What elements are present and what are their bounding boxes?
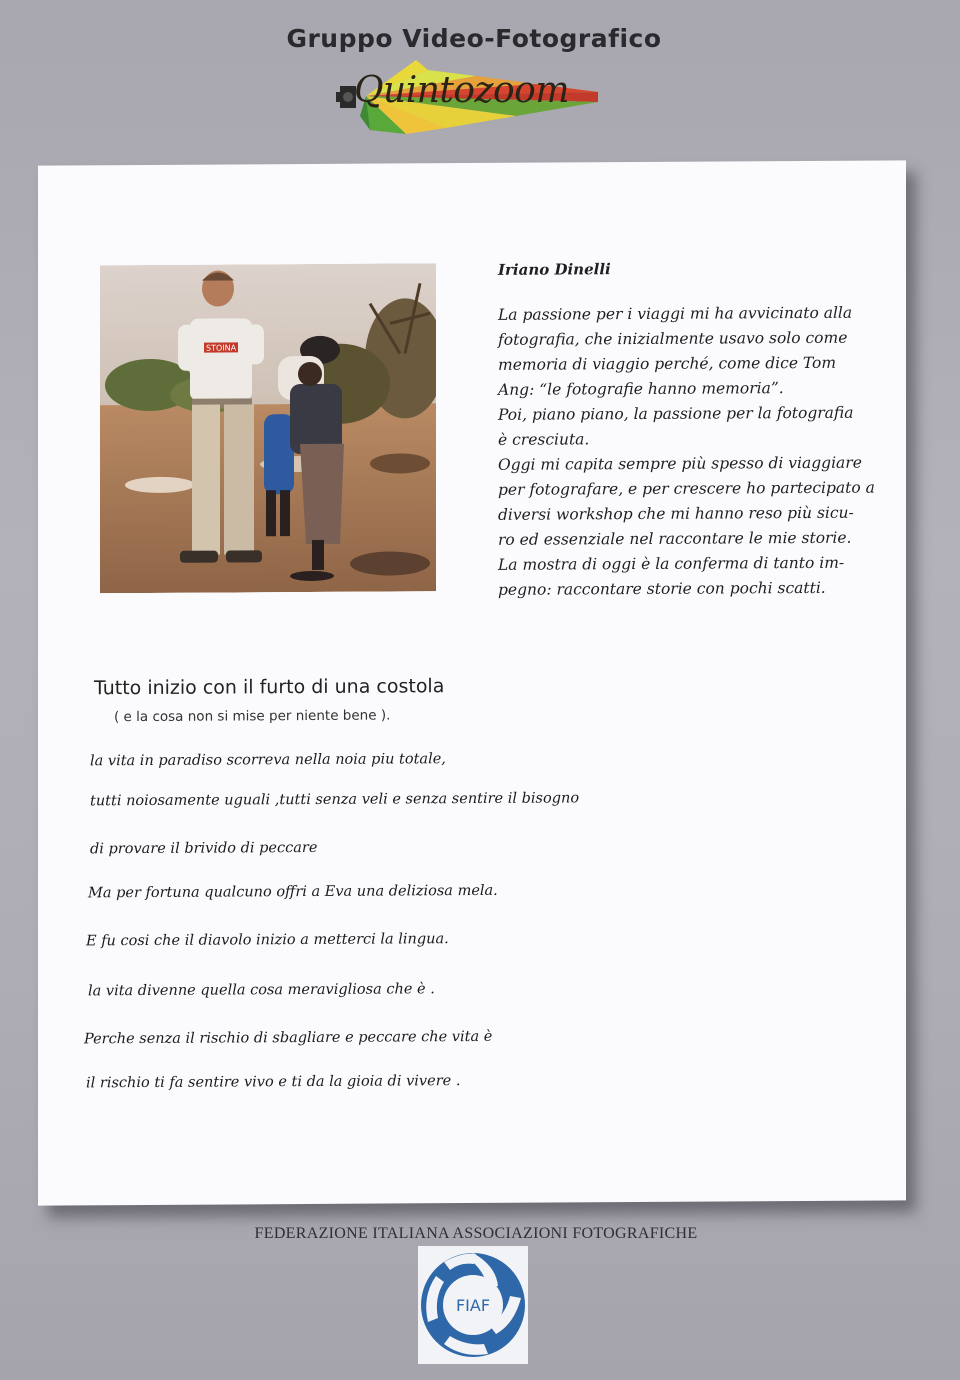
bio-line: Ang: “le fotografie hanno memoria”. <box>498 379 784 399</box>
bio-sheet <box>38 160 906 1205</box>
author-name: Iriano Dinelli <box>498 260 611 279</box>
poem-line: la vita in paradiso scorreva nella noia piu totale, <box>90 751 446 770</box>
poem-title: Tutto inizio con il furto di una costola <box>94 675 445 700</box>
bio-line: ro ed essenziale nel raccontare le mie storie. <box>498 528 852 549</box>
federation-title: FEDERAZIONE ITALIANA ASSOCIAZIONI FOTOGRAFICHE <box>254 1225 698 1242</box>
bio-line: La mostra di oggi è la conferma di tanto im- <box>498 553 845 574</box>
portrait-photo <box>100 263 436 593</box>
poem-line: Perche senza il rischio di sbagliare e peccare che vita è <box>84 1028 493 1048</box>
bio-line: pegno: raccontare storie con pochi scatti. <box>498 578 826 599</box>
poem-line: di provare il brivido di peccare <box>90 839 318 858</box>
bio-line: memoria di viaggio perché, come dice Tom <box>498 353 837 374</box>
bio-line: fotografia, che inizialmente usavo solo come <box>498 328 848 349</box>
bio-line: Poi, piano piano, la passione per la fotografia <box>498 403 854 424</box>
poem-subtitle: ( e la cosa non si mise per niente bene ). <box>114 707 391 726</box>
poem-line: il rischio ti fa sentire vivo e ti da la gioia di vivere . <box>86 1073 461 1092</box>
bio-line: è cresciuta. <box>498 430 590 449</box>
quintozoom-logo-text: Quintozoom <box>354 70 569 111</box>
group-title: Gruppo Video-Fotografico <box>286 24 662 53</box>
fiaf-aperture-icon <box>418 1246 528 1364</box>
bio-line: per fotografare, e per crescere ho partecipato a <box>498 478 875 499</box>
bio-line: La passione per i viaggi mi ha avvicinato alla <box>498 303 853 324</box>
poem-line: E fu cosi che il diavolo inizio a metterci la lingua. <box>86 931 449 950</box>
bio-text <box>498 259 875 603</box>
fiaf-logo <box>418 1246 528 1364</box>
poem-line: la vita divenne quella cosa meravigliosa che è . <box>88 981 435 1000</box>
svg-text:STOINA: STOINA <box>206 343 237 353</box>
poem-line: tutti noiosamente uguali ,tutti senza veli e senza sentire il bisogno <box>90 790 580 810</box>
quintozoom-logo <box>336 56 612 136</box>
bio-line: Oggi mi capita sempre più spesso di viaggiare <box>498 453 862 474</box>
bio-line: diversi workshop che mi hanno reso più sicu- <box>498 503 854 524</box>
poem-line: Ma per fortuna qualcuno offri a Eva una deliziosa mela. <box>88 882 498 902</box>
fiaf-text: FIAF <box>455 1296 491 1315</box>
